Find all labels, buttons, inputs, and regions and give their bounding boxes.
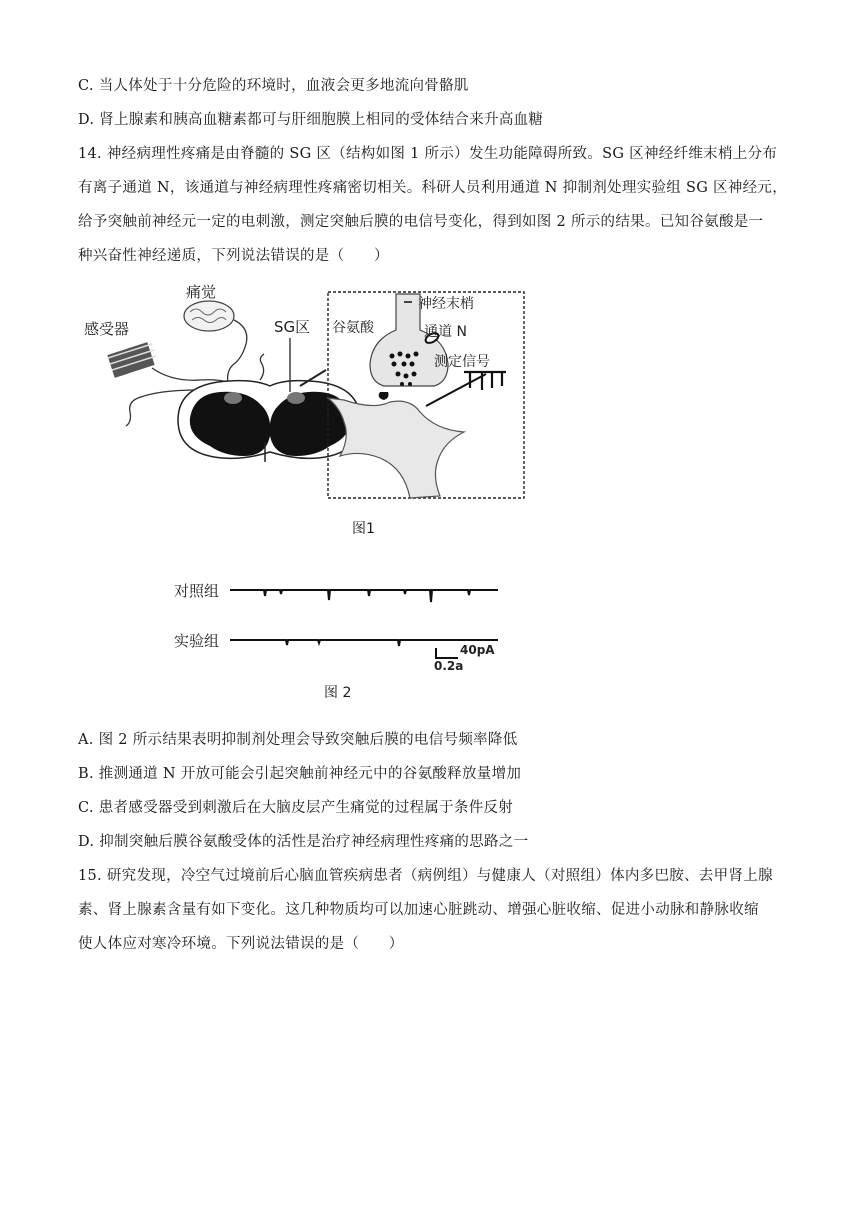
measure-signal-label: 测定信号 — [434, 354, 490, 370]
figure-2-traces — [168, 574, 508, 676]
figure-1-diagram — [78, 280, 538, 520]
q14-stem-line: 种兴奋性神经递质，下列说法错误的是（ ） — [78, 248, 389, 264]
scale-bar — [436, 648, 458, 658]
q15-stem-line: 使人体应对寒冷环境。下列说法错误的是（ ） — [78, 936, 404, 952]
q14-option-a: A. 图 2 所示结果表明抑制剂处理会导致突触后膜的电信号频率降低 — [78, 732, 518, 748]
nerve-ending-label: 神经末梢 — [418, 296, 474, 312]
control-group-label: 对照组 — [174, 582, 220, 600]
experiment-group-label: 实验组 — [174, 632, 220, 650]
pain-label: 痛觉 — [186, 283, 217, 301]
glutamate-label: 谷氨酸 — [332, 320, 374, 336]
sg-region-label: SG区 — [274, 318, 311, 336]
channel-n-label: 通道 N — [424, 324, 467, 340]
q14-stem-line: 有离子通道 N，该通道与神经病理性疼痛密切相关。科研人员利用通道 N 抑制剂处理实验组 SG 区神经元， — [78, 180, 788, 196]
spinal-cord-section — [178, 381, 360, 462]
figure-1-caption: 图1 — [352, 521, 375, 537]
receptor-icon — [107, 342, 156, 378]
scale-y-label: 40pA — [460, 643, 495, 657]
q14-stem-line: 给予突触前神经元一定的电刺激，测定突触后膜的电信号变化，得到如图 2 所示的结果。已知谷氨酸是一 — [78, 214, 764, 230]
control-trace — [230, 590, 498, 602]
experiment-trace — [230, 640, 498, 646]
q14-stem-line: 14. 神经病理性疼痛是由脊髓的 SG 区（结构如图 1 所示）发生功能障碍所致。SG 区神经纤维末梢上分布 — [78, 146, 778, 162]
previous-option-d: D. 肾上腺素和胰高血糖素都可与肝细胞膜上相同的受体结合来升高血糖 — [78, 112, 544, 128]
q14-option-d: D. 抑制突触后膜谷氨酸受体的活性是治疗神经病理性疼痛的思路之一 — [78, 834, 529, 850]
previous-option-c: C. 当人体处于十分危险的环境时，血液会更多地流向骨骼肌 — [78, 78, 469, 94]
figure-2-caption: 图 2 — [324, 685, 352, 701]
q14-option-c: C. 患者感受器受到刺激后在大脑皮层产生痛觉的过程属于条件反射 — [78, 800, 514, 816]
q15-stem-line: 15. 研究发现，冷空气过境前后心脑血管疾病患者（病例组）与健康人（对照组）体内多巴胺、去甲肾上腺 — [78, 868, 773, 884]
q14-option-b: B. 推测通道 N 开放可能会引起突触前神经元中的谷氨酸释放量增加 — [78, 766, 522, 782]
q15-stem-line: 素、肾上腺素含量有如下变化。这几种物质均可以加速心脏跳动、增强心脏收缩、促进小动脉和静脉收缩 — [78, 902, 759, 918]
brain-icon — [184, 301, 234, 331]
receptor-label: 感受器 — [84, 320, 130, 338]
scale-x-label: 0.2a — [434, 659, 464, 673]
